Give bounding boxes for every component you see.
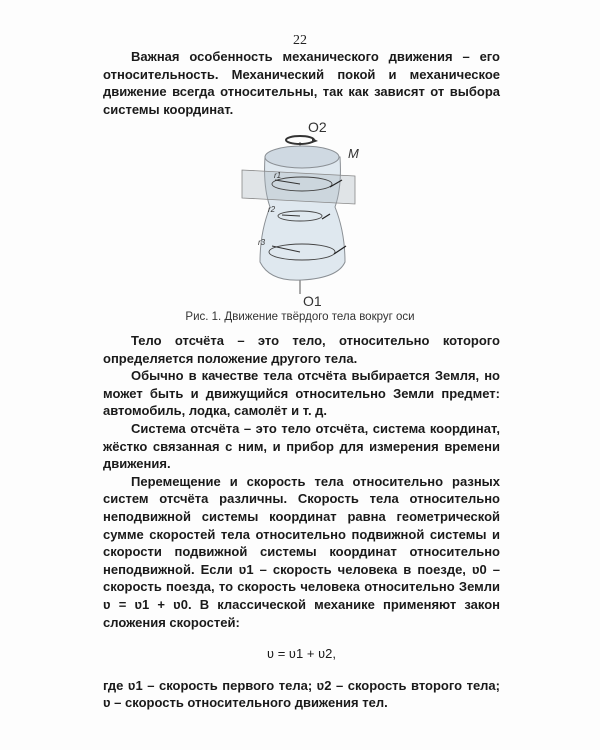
label-o2: O2 xyxy=(308,119,327,135)
paragraph-velocity: Перемещение и скорость тела относительно разных систем отсчёта различны. Скорость тела относительно неподвижной системы координат равна геометрической сумме скоростей тела относительно подвижной системы и скорости подвижной системы координат относительно неподвижной. Если ʋ1 – скорость человека в поезде, ʋ0 – скорость поезда, то скорость человека относительно Земли ʋ = ʋ1 + ʋ0. В классической механике применяют закон сложения скоростей: xyxy=(103,473,500,630)
paragraph-where: где ʋ1 – скорость первого тела; ʋ2 – скорость второго тела; ʋ – скорость относительного движения тел. xyxy=(103,677,500,711)
intro-block xyxy=(103,48,500,118)
intro-paragraph: Важная особенность механического движения – его относительность. Механический покой и механическое движение всегда относительны, так как зависят от выбора системы координат. xyxy=(103,49,500,117)
label-o1: O1 xyxy=(303,293,322,308)
page-number: 22 xyxy=(293,33,307,48)
paragraph-earth: Обычно в качестве тела отсчёта выбирается Земля, но может быть и движущийся относительно Земли предмет: автомобиль, лодка, самолёт и т. д. xyxy=(103,368,500,419)
paragraph-body-reference: Тело отсчёта – это тело, относительно которого определяется положение другого тела. xyxy=(103,333,500,366)
figure-caption: Рис. 1. Движение твёрдого тела вокруг оси xyxy=(185,311,415,323)
body-top-icon xyxy=(265,146,339,168)
label-m: M xyxy=(348,146,359,161)
velocity-formula: ʋ = ʋ1 + ʋ2, xyxy=(266,646,337,662)
label-r1: r1 xyxy=(274,171,282,180)
label-r3: r3 xyxy=(258,238,266,247)
rotation-arrowhead-icon xyxy=(312,138,318,143)
rotation-figure xyxy=(230,112,380,308)
label-r2: r2 xyxy=(268,205,276,214)
paragraph-reference-system: Система отсчёта – это тело отсчёта, система координат, жёстко связанная с ним, и прибор для измерения времени движения. xyxy=(103,420,500,472)
plane-m-icon xyxy=(242,170,355,204)
body-text xyxy=(103,332,500,712)
